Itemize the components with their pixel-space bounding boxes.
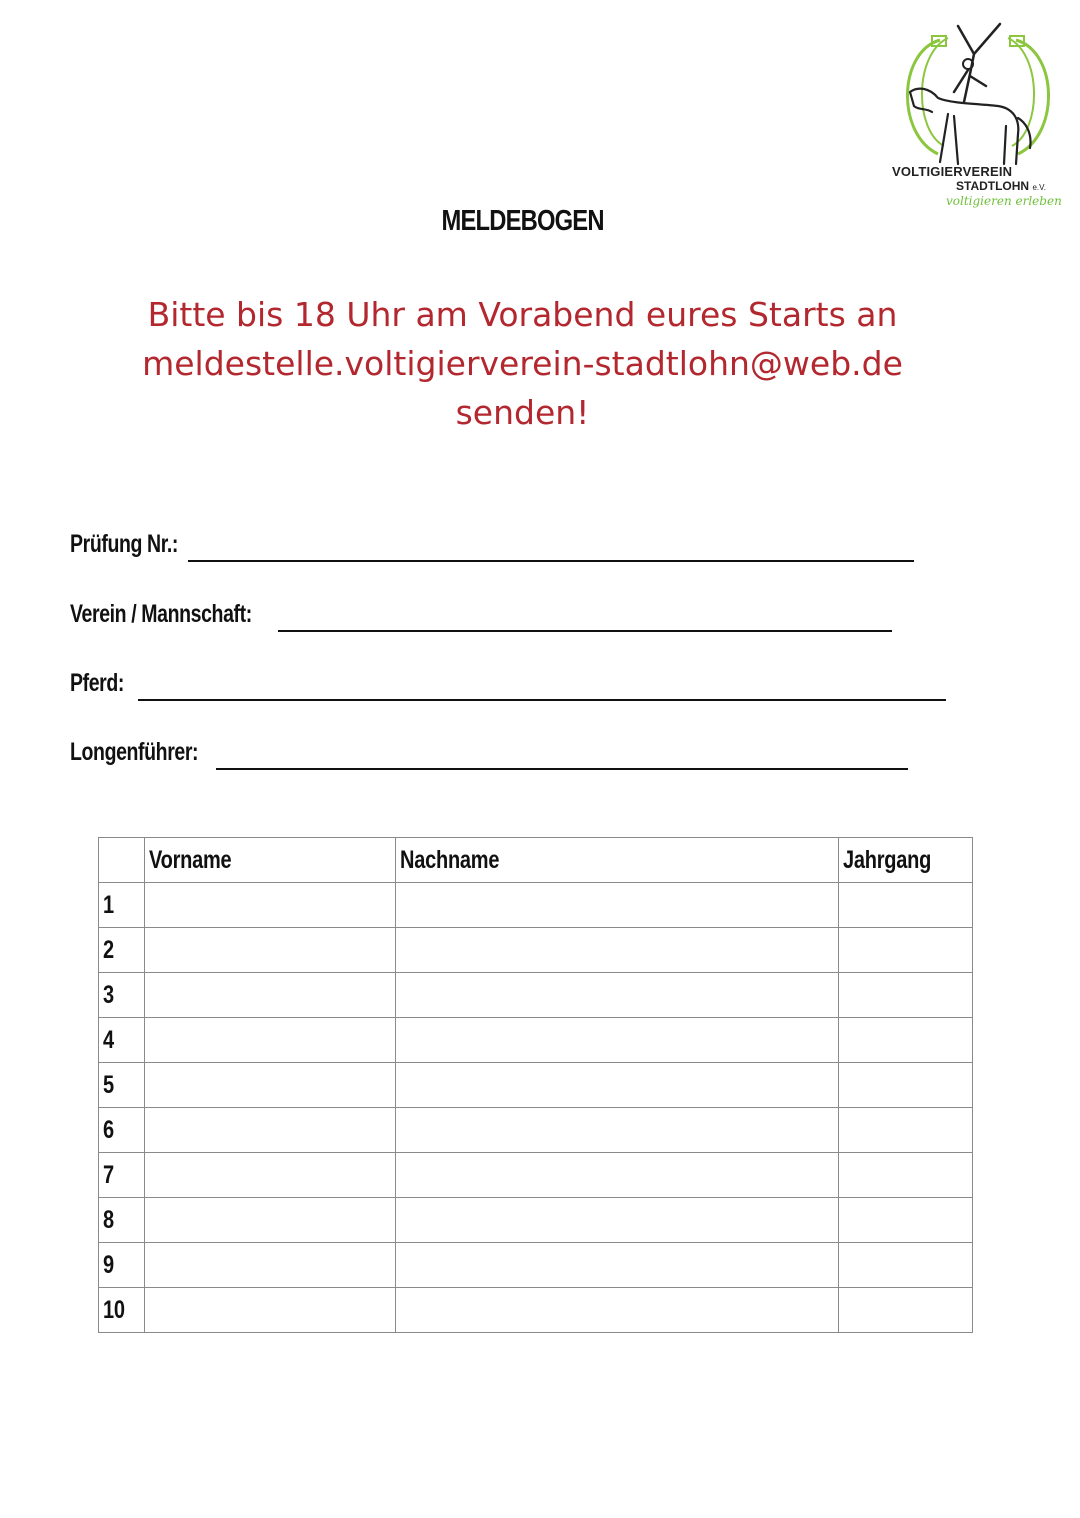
jahrgang-cell[interactable] [839,1108,973,1153]
vorname-cell[interactable] [145,1018,396,1063]
club-logo [888,14,1068,210]
field-input-line[interactable] [188,560,914,562]
row-number: 10 [99,1288,145,1333]
table-header-row [99,838,973,883]
row-number: 9 [99,1243,145,1288]
table-row [99,973,973,1018]
nachname-cell[interactable] [396,973,839,1018]
jahrgang-cell[interactable] [839,883,973,928]
jahrgang-cell[interactable] [839,1288,973,1333]
nachname-cell[interactable] [396,883,839,928]
jahrgang-cell[interactable] [839,928,973,973]
nachname-cell[interactable] [396,1288,839,1333]
table-row [99,1153,973,1198]
field-longenfuehrer[interactable] [70,738,909,770]
submission-notice [0,290,1045,437]
jahrgang-cell[interactable] [839,1243,973,1288]
header-vorname: Vorname [145,838,396,883]
vorname-cell[interactable] [145,1108,396,1153]
row-number: 8 [99,1198,145,1243]
logo-slogan: voltigieren erleben [946,194,1062,208]
participants-table [98,837,973,1333]
logo-name-line1: VOLTIGIERVEREIN [892,164,1013,179]
field-input-line[interactable] [278,630,892,632]
jahrgang-cell[interactable] [839,1198,973,1243]
nachname-cell[interactable] [396,928,839,973]
logo-name-city: STADTLOHN [956,179,1030,193]
jahrgang-cell[interactable] [839,1063,973,1108]
table-row [99,928,973,973]
table-row [99,1063,973,1108]
table-row [99,1108,973,1153]
nachname-cell[interactable] [396,1108,839,1153]
field-verein-mannschaft[interactable] [70,600,893,632]
field-pruefung-nr[interactable] [70,530,915,562]
row-number: 7 [99,1153,145,1198]
logo-name-line2 [956,179,1046,193]
nachname-cell[interactable] [396,1153,839,1198]
nachname-cell[interactable] [396,1063,839,1108]
nachname-cell[interactable] [396,1018,839,1063]
row-number: 6 [99,1108,145,1153]
field-input-line[interactable] [138,699,946,701]
field-label: Verein / Mannschaft: [70,600,252,628]
header-jahrgang: Jahrgang [839,838,973,883]
vorname-cell[interactable] [145,1198,396,1243]
logo-name-suffix: e.V. [1032,183,1046,192]
table-row [99,1288,973,1333]
notice-email[interactable]: meldestelle.voltigierverein-stadtlohn@web.de [142,344,903,383]
jahrgang-cell[interactable] [839,973,973,1018]
field-label: Longenführer: [70,738,199,766]
vorname-cell[interactable] [145,1288,396,1333]
table-row [99,883,973,928]
row-number: 2 [99,928,145,973]
vorname-cell[interactable] [145,1063,396,1108]
field-input-line[interactable] [216,768,908,770]
horseshoe-vaulter-icon [888,14,1068,174]
jahrgang-cell[interactable] [839,1018,973,1063]
field-label: Pferd: [70,669,125,697]
nachname-cell[interactable] [396,1198,839,1243]
row-number: 4 [99,1018,145,1063]
nachname-cell[interactable] [396,1243,839,1288]
row-number: 5 [99,1063,145,1108]
field-label: Prüfung Nr.: [70,530,178,558]
table-row [99,1018,973,1063]
row-number: 3 [99,973,145,1018]
header-number [99,838,145,883]
jahrgang-cell[interactable] [839,1153,973,1198]
vorname-cell[interactable] [145,883,396,928]
page-title: MELDEBOGEN [441,205,604,237]
vorname-cell[interactable] [145,928,396,973]
table-row [99,1198,973,1243]
vorname-cell[interactable] [145,973,396,1018]
field-pferd[interactable] [70,669,946,701]
vorname-cell[interactable] [145,1243,396,1288]
header-nachname: Nachname [396,838,839,883]
notice-line-3: senden! [455,393,590,432]
vorname-cell[interactable] [145,1153,396,1198]
notice-line-1: Bitte bis 18 Uhr am Vorabend eures Starts an [147,295,898,334]
table-row [99,1243,973,1288]
row-number: 1 [99,883,145,928]
